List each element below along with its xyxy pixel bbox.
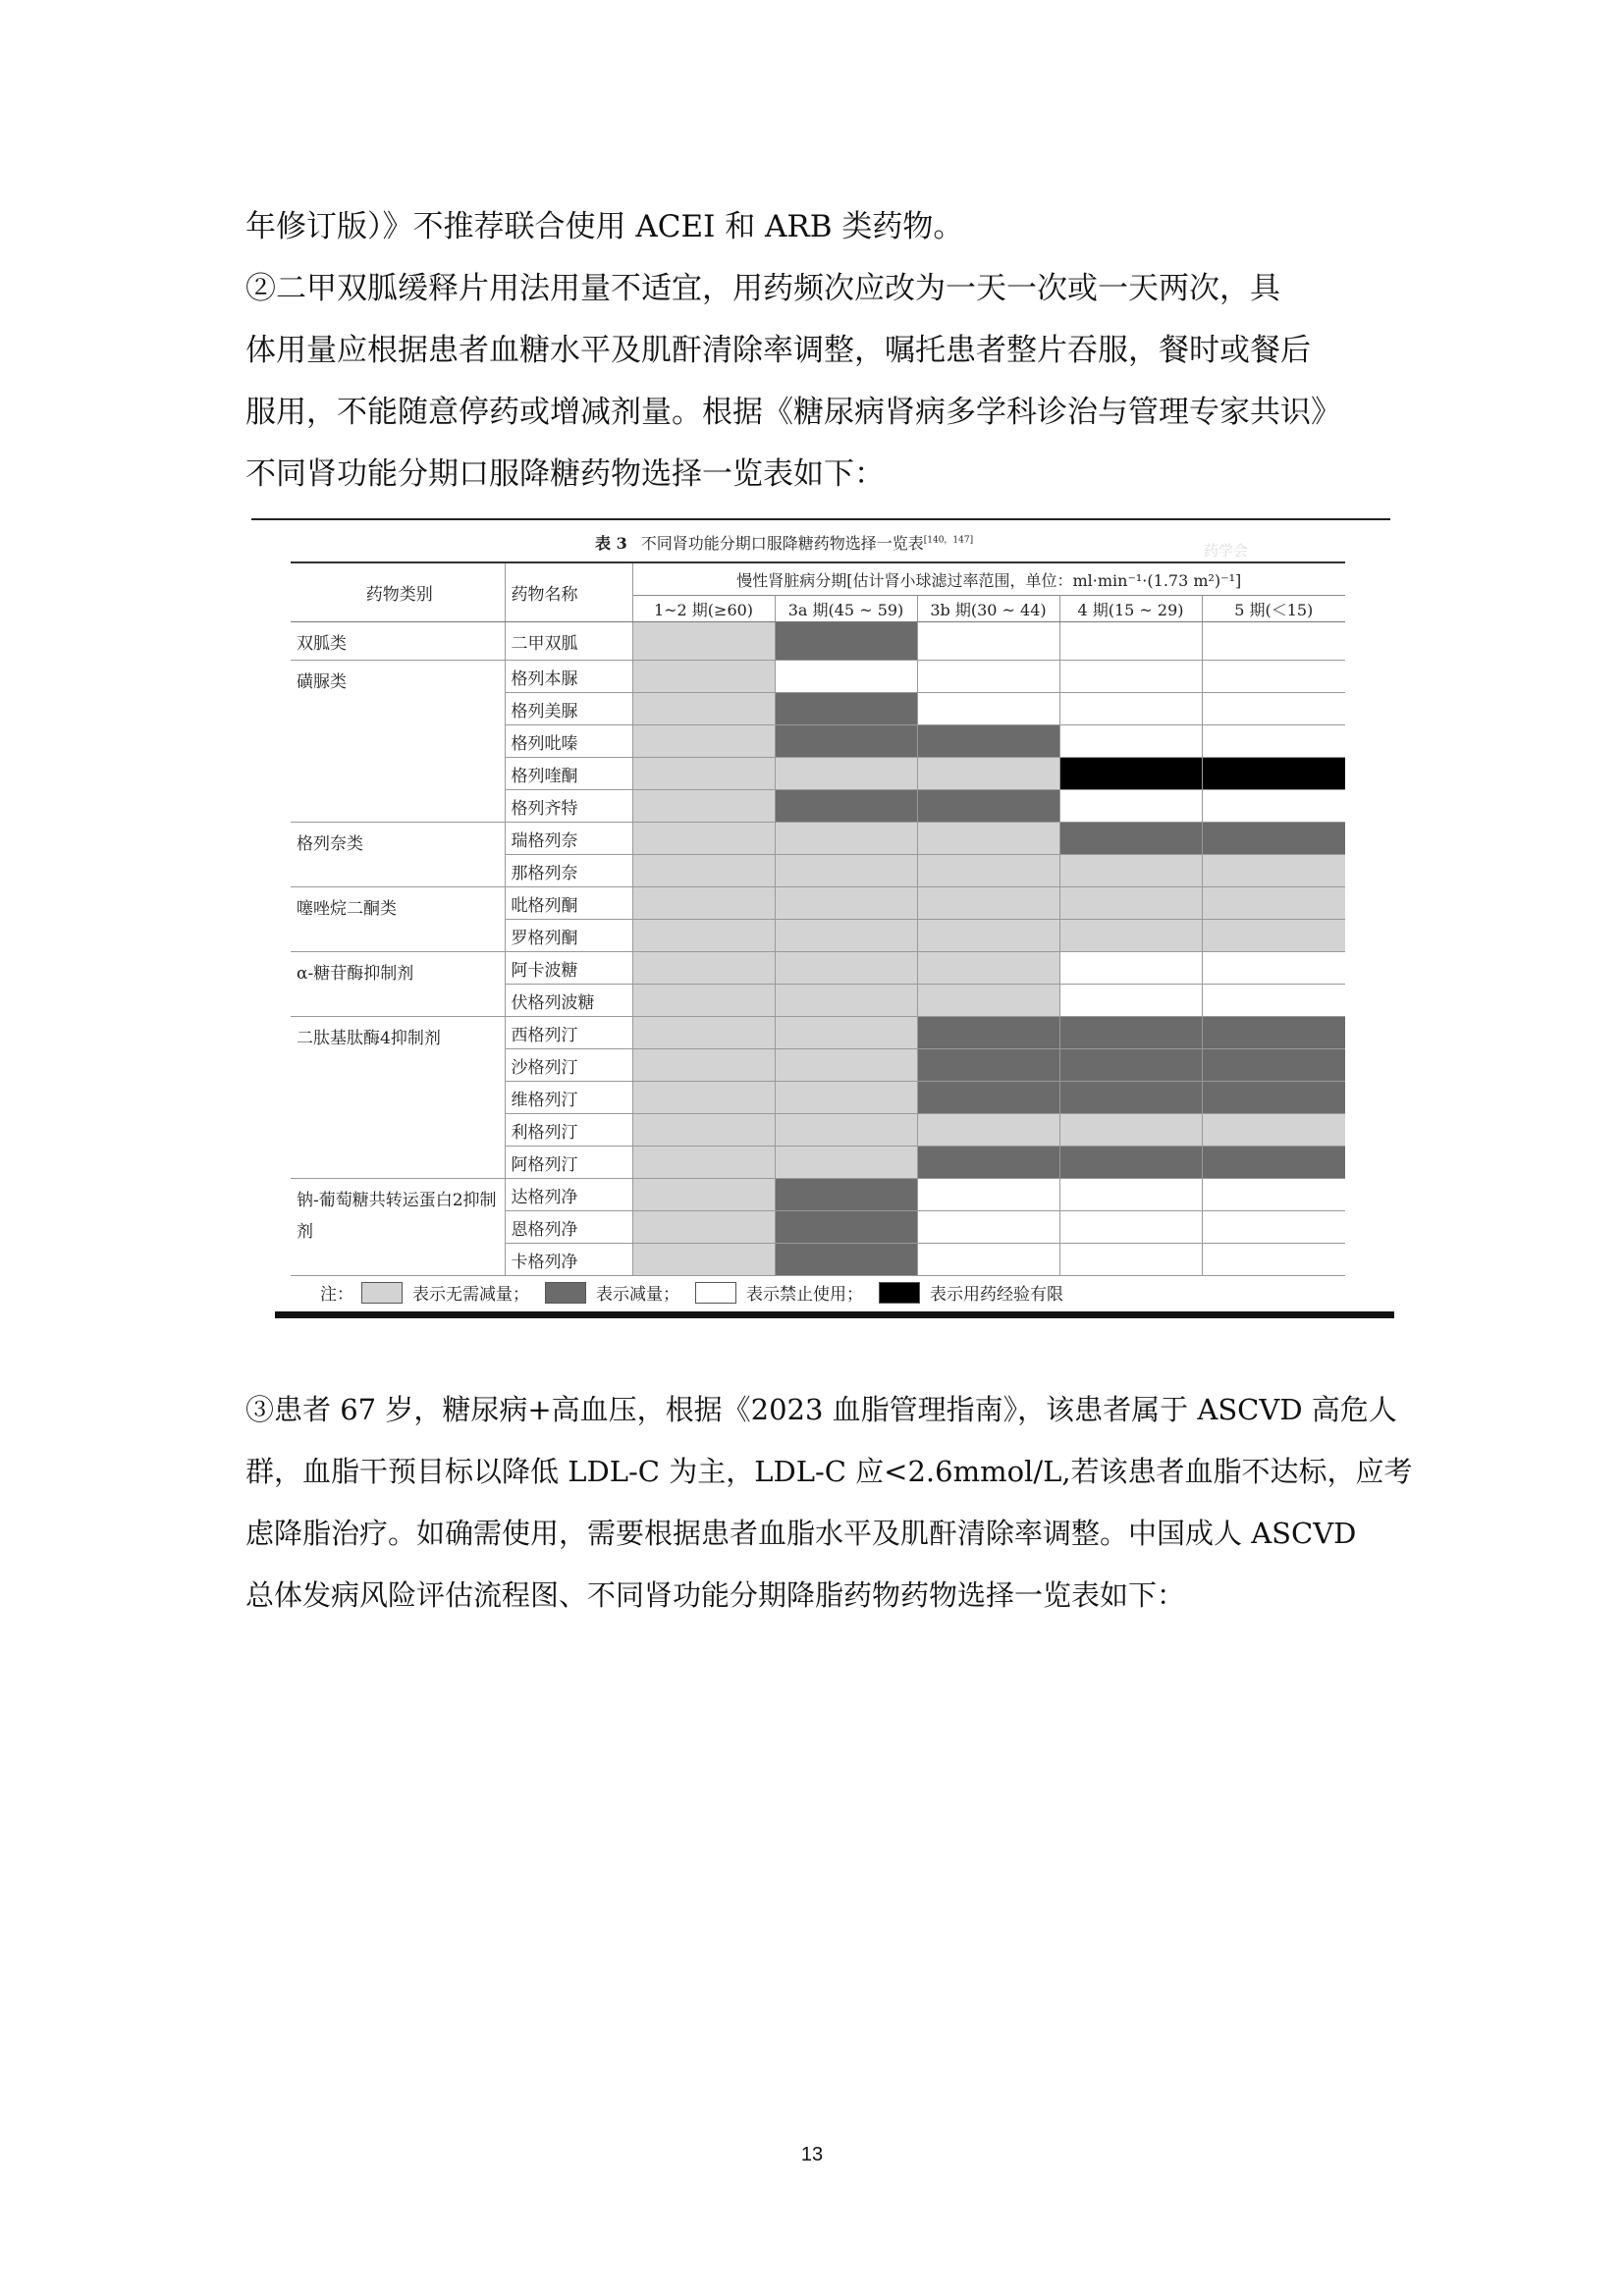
header-drug-class: 药物类别 xyxy=(291,562,505,622)
stage-status-cell-none xyxy=(775,758,917,790)
table-row xyxy=(291,661,1345,693)
table-row xyxy=(291,1179,1345,1211)
stage-status-cell-forbid xyxy=(917,693,1059,725)
stage-status-cell-reduce xyxy=(1059,1049,1202,1082)
drug-class-cell: 二肽基肽酶4抑制剂 xyxy=(291,1017,505,1179)
stage-status-cell-forbid xyxy=(1202,622,1345,661)
legend-label-none: 表示无需减量； xyxy=(412,1285,529,1305)
drug-name-cell: 阿格列汀 xyxy=(505,1147,632,1179)
stage-status-cell-none xyxy=(917,823,1059,855)
figure-bottom-rule xyxy=(275,1311,1394,1318)
stage-status-cell-reduce xyxy=(775,790,917,823)
stage-status-cell-none xyxy=(632,1017,775,1049)
drug-class-cell: 格列奈类 xyxy=(291,823,505,887)
stage-status-cell-none xyxy=(1202,920,1345,952)
drug-name-cell: 吡格列酮 xyxy=(505,887,632,920)
stage-status-cell-none xyxy=(632,661,775,693)
stage-status-cell-none xyxy=(917,985,1059,1017)
stage-status-cell-none xyxy=(632,920,775,952)
stage-status-cell-limited xyxy=(1059,758,1202,790)
text-line: 不同肾功能分期口服降糖药物选择一览表如下： xyxy=(245,456,885,492)
stage-status-cell-none xyxy=(632,1114,775,1147)
stage-status-cell-limited xyxy=(1202,758,1345,790)
drug-name-cell: 伏格列波糖 xyxy=(505,985,632,1017)
figure-top-rule xyxy=(251,518,1390,520)
header-stage: 3a 期(45 ~ 59) xyxy=(775,596,917,622)
stage-status-cell-reduce xyxy=(775,1211,917,1244)
stage-status-cell-none xyxy=(917,855,1059,887)
table-row xyxy=(291,887,1345,920)
stage-status-cell-forbid xyxy=(917,661,1059,693)
stage-status-cell-forbid xyxy=(1202,725,1345,758)
stage-status-cell-none xyxy=(632,758,775,790)
stage-status-cell-forbid xyxy=(775,661,917,693)
stage-status-cell-reduce xyxy=(917,790,1059,823)
stage-status-cell-forbid xyxy=(1202,1211,1345,1244)
paragraph-bottom xyxy=(245,1379,1413,1627)
legend-swatch-reduce xyxy=(545,1282,586,1304)
stage-status-cell-forbid xyxy=(1059,1179,1202,1211)
stage-status-cell-none xyxy=(775,1147,917,1179)
stage-status-cell-reduce xyxy=(917,725,1059,758)
stage-status-cell-none xyxy=(775,1114,917,1147)
table-reference: [140，147] xyxy=(923,535,974,546)
stage-status-cell-none xyxy=(917,1114,1059,1147)
stage-status-cell-none xyxy=(775,985,917,1017)
stage-status-cell-reduce xyxy=(1202,1017,1345,1049)
stage-status-cell-none xyxy=(632,985,775,1017)
drug-table-figure xyxy=(251,518,1390,1319)
stage-status-cell-none xyxy=(775,855,917,887)
stage-status-cell-none xyxy=(1059,1114,1202,1147)
stage-status-cell-forbid xyxy=(1059,985,1202,1017)
text-line: ②二甲双胍缓释片用法用量不适宜，用药频次应改为一天一次或一天两次，具 xyxy=(245,271,1280,306)
stage-status-cell-forbid xyxy=(917,1211,1059,1244)
drug-name-cell: 达格列净 xyxy=(505,1179,632,1211)
stage-status-cell-forbid xyxy=(1202,661,1345,693)
drug-name-cell: 二甲双胍 xyxy=(505,622,632,661)
stage-status-cell-forbid xyxy=(1059,952,1202,985)
text-line: 年修订版）》不推荐联合使用 ACEI 和 ARB 类药物。 xyxy=(245,209,964,244)
legend-swatch-none xyxy=(361,1282,403,1304)
page-number: 13 xyxy=(800,2144,824,2165)
stage-status-cell-none xyxy=(775,887,917,920)
stage-status-cell-reduce xyxy=(1059,1147,1202,1179)
stage-status-cell-forbid xyxy=(917,1179,1059,1211)
stage-status-cell-none xyxy=(632,1211,775,1244)
drug-class-cell: 双胍类 xyxy=(291,622,505,661)
table-caption xyxy=(595,531,973,554)
drug-name-cell: 罗格列酮 xyxy=(505,920,632,952)
stage-status-cell-reduce xyxy=(775,622,917,661)
stage-status-cell-none xyxy=(632,790,775,823)
header-ckd-stage-group: 慢性肾脏病分期[估计肾小球滤过率范围，单位：ml·min⁻¹·(1.73 m²)⁻¹] xyxy=(632,562,1345,596)
header-stage: 1~2 期(≥60) xyxy=(632,596,775,622)
drug-name-cell: 格列齐特 xyxy=(505,790,632,823)
stage-status-cell-reduce xyxy=(917,1049,1059,1082)
text-line: 体用量应根据患者血糖水平及肌酐清除率调整，嘱托患者整片吞服，餐时或餐后 xyxy=(245,333,1311,368)
stage-status-cell-none xyxy=(1059,855,1202,887)
table-row xyxy=(291,823,1345,855)
drug-class-cell: 噻唑烷二酮类 xyxy=(291,887,505,952)
legend-label-limited: 表示用药经验有限 xyxy=(930,1285,1063,1305)
legend-swatch-limited xyxy=(879,1282,920,1304)
legend-label-reduce: 表示减量； xyxy=(596,1285,679,1305)
drug-class-cell: 磺脲类 xyxy=(291,661,505,823)
text-line: 虑降脂治疗。如确需使用，需要根据患者血脂水平及肌酐清除率调整。中国成人 ASCVD xyxy=(245,1517,1357,1550)
header-stage: 3b 期(30 ~ 44) xyxy=(917,596,1059,622)
stage-status-cell-none xyxy=(775,823,917,855)
stage-status-cell-reduce xyxy=(775,1179,917,1211)
stage-status-cell-none xyxy=(917,920,1059,952)
stage-status-cell-reduce xyxy=(1202,1049,1345,1082)
header-stage: 4 期(15 ~ 29) xyxy=(1059,596,1202,622)
stage-status-cell-reduce xyxy=(1059,1017,1202,1049)
drug-name-cell: 维格列汀 xyxy=(505,1082,632,1114)
stage-status-cell-none xyxy=(1059,920,1202,952)
stage-status-cell-none xyxy=(632,1244,775,1276)
stage-status-cell-none xyxy=(632,622,775,661)
drug-name-cell: 西格列汀 xyxy=(505,1017,632,1049)
stage-status-cell-none xyxy=(632,1147,775,1179)
table-row xyxy=(291,622,1345,661)
stage-status-cell-none xyxy=(1202,887,1345,920)
stage-status-cell-reduce xyxy=(1202,1082,1345,1114)
drug-name-cell: 恩格列净 xyxy=(505,1211,632,1244)
drug-name-cell: 阿卡波糖 xyxy=(505,952,632,985)
stage-status-cell-none xyxy=(632,952,775,985)
drug-selection-table xyxy=(291,561,1345,1276)
table-row xyxy=(291,1017,1345,1049)
stage-status-cell-none xyxy=(632,1082,775,1114)
stage-status-cell-none xyxy=(775,920,917,952)
stage-status-cell-reduce xyxy=(1059,823,1202,855)
drug-name-cell: 那格列奈 xyxy=(505,855,632,887)
stage-status-cell-forbid xyxy=(1059,725,1202,758)
stage-status-cell-none xyxy=(1059,887,1202,920)
stage-status-cell-none xyxy=(632,693,775,725)
paragraph-top xyxy=(245,196,1384,506)
text-line: 群，血脂干预目标以降低 LDL-C 为主，LDL-C 应<2.6mmol/L,若该患者血脂不达标，应考 xyxy=(245,1455,1413,1488)
table-label: 表 3 xyxy=(595,534,627,553)
stage-status-cell-none xyxy=(775,952,917,985)
stage-status-cell-none xyxy=(775,1049,917,1082)
legend-swatch-forbid xyxy=(695,1282,736,1304)
stage-status-cell-forbid xyxy=(917,1244,1059,1276)
stage-status-cell-reduce xyxy=(1202,823,1345,855)
stage-status-cell-forbid xyxy=(1059,622,1202,661)
stage-status-cell-none xyxy=(775,1082,917,1114)
drug-name-cell: 格列喹酮 xyxy=(505,758,632,790)
table-title: 不同肾功能分期口服降糖药物选择一览表 xyxy=(640,534,924,553)
stage-status-cell-none xyxy=(917,758,1059,790)
stage-status-cell-none xyxy=(632,725,775,758)
stage-status-cell-forbid xyxy=(1202,693,1345,725)
stage-status-cell-none xyxy=(632,1049,775,1082)
stage-status-cell-reduce xyxy=(1059,1082,1202,1114)
header-drug-name: 药物名称 xyxy=(505,562,632,622)
stage-status-cell-reduce xyxy=(775,725,917,758)
stage-status-cell-forbid xyxy=(1059,661,1202,693)
table-row xyxy=(291,952,1345,985)
stage-status-cell-forbid xyxy=(1202,1179,1345,1211)
text-line: 总体发病风险评估流程图、不同肾功能分期降脂药物药物选择一览表如下： xyxy=(245,1578,1186,1612)
drug-class-cell: 钠-葡萄糖共转运蛋白2抑制剂 xyxy=(291,1179,505,1276)
stage-status-cell-forbid xyxy=(1202,952,1345,985)
stage-status-cell-none xyxy=(1202,855,1345,887)
stage-status-cell-reduce xyxy=(917,1017,1059,1049)
text-line: 服用，不能随意停药或增减剂量。根据《糖尿病肾病多学科诊治与管理专家共识》 xyxy=(245,395,1341,430)
stage-status-cell-none xyxy=(632,855,775,887)
table-body xyxy=(291,622,1345,1276)
stage-status-cell-reduce xyxy=(775,693,917,725)
drug-name-cell: 格列美脲 xyxy=(505,693,632,725)
drug-class-cell: α-糖苷酶抑制剂 xyxy=(291,952,505,1017)
text-line: ③患者 67 岁，糖尿病+高血压，根据《2023 血脂管理指南》，该患者属于 ASCVD 高危人 xyxy=(245,1393,1397,1426)
stage-status-cell-forbid xyxy=(1059,693,1202,725)
drug-name-cell: 卡格列净 xyxy=(505,1244,632,1276)
stage-status-cell-forbid xyxy=(917,622,1059,661)
stage-status-cell-forbid xyxy=(1059,1211,1202,1244)
drug-name-cell: 瑞格列奈 xyxy=(505,823,632,855)
watermark: 药学会 xyxy=(1204,542,1249,560)
stage-status-cell-forbid xyxy=(1059,790,1202,823)
drug-name-cell: 利格列汀 xyxy=(505,1114,632,1147)
stage-status-cell-forbid xyxy=(1059,1244,1202,1276)
stage-status-cell-none xyxy=(917,952,1059,985)
stage-status-cell-reduce xyxy=(775,1244,917,1276)
stage-status-cell-none xyxy=(632,823,775,855)
header-stage: 5 期(＜15) xyxy=(1202,596,1345,622)
legend-prefix: 注： xyxy=(320,1285,353,1305)
legend-label-forbid: 表示禁止使用； xyxy=(746,1285,863,1305)
drug-name-cell: 格列吡嗪 xyxy=(505,725,632,758)
stage-status-cell-reduce xyxy=(917,1082,1059,1114)
stage-status-cell-forbid xyxy=(1202,1244,1345,1276)
stage-status-cell-none xyxy=(1202,1114,1345,1147)
stage-status-cell-forbid xyxy=(1202,985,1345,1017)
drug-name-cell: 沙格列汀 xyxy=(505,1049,632,1082)
stage-status-cell-reduce xyxy=(917,1147,1059,1179)
stage-status-cell-forbid xyxy=(1202,790,1345,823)
stage-status-cell-reduce xyxy=(1202,1147,1345,1179)
table-legend xyxy=(320,1280,1071,1305)
stage-status-cell-none xyxy=(632,887,775,920)
drug-name-cell: 格列本脲 xyxy=(505,661,632,693)
stage-status-cell-none xyxy=(632,1179,775,1211)
stage-status-cell-none xyxy=(917,887,1059,920)
stage-status-cell-none xyxy=(775,1017,917,1049)
